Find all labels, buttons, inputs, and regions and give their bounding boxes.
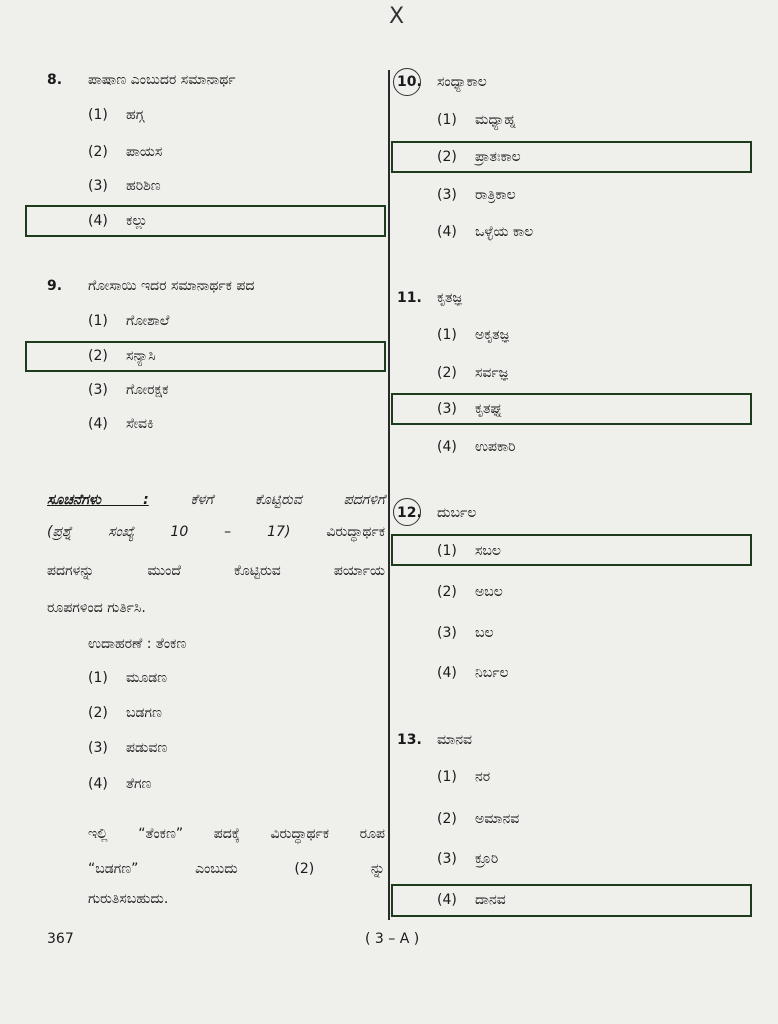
page-number: ( 3 – A ) (365, 931, 420, 947)
q9-option-1: (1) ಗೋಶಾಲೆ (88, 313, 170, 329)
question-9-text: ಗೋಸಾಯಿ ಇದರ ಸಮಾನಾರ್ಥಕ ಪದ (88, 278, 255, 294)
q10-option-4: (4) ಒಳ್ಳೆಯ ಕಾಲ (437, 224, 534, 240)
question-10-text: ಸಂಧ್ಯಾಕಾಲ (437, 74, 487, 90)
question-11-number: 11. (397, 290, 422, 306)
example-label: ಉದಾಹರಣೆ : ತೆಂಕಣ (88, 636, 187, 652)
column-divider (388, 70, 390, 920)
q9-option-4: (4) ಸೇವಕಿ (88, 416, 154, 432)
question-12-number: 12. (397, 505, 422, 521)
q13-option-1: (1) ನರ (437, 769, 491, 785)
example-note-line-3: ಗುರುತಿಸಬಹುದು. (88, 891, 169, 907)
q11-option-1: (1) ಅಕೃತಜ್ಞ (437, 327, 509, 343)
q11-option-4: (4) ಉಪಕಾರಿ (437, 439, 516, 455)
q10-option-3: (3) ರಾತ್ರಿಕಾಲ (437, 187, 516, 203)
q11-option-3: (3) ಕೃತಘ್ನ (437, 401, 503, 417)
q8-answer-box (25, 205, 386, 237)
q8-option-1: (1) ಹಗ್ಗ (88, 107, 145, 123)
instructions-line-2: (ಪ್ರಶ್ನೆ ಸಂಖ್ಯೆ 10 – 17) ವಿರುದ್ಧಾರ್ಥಕ (47, 524, 386, 540)
question-11-text: ಕೃತಜ್ಞ (437, 290, 462, 306)
page-code: 367 (47, 931, 74, 947)
instructions-line-3: ಪದಗಳನ್ನು ಮುಂದೆ ಕೊಟ್ಟಿರುವ ಪರ್ಯಾಯ (47, 563, 385, 579)
q9-answer-box (25, 341, 386, 372)
q11-option-2: (2) ಸರ್ವಜ್ಞ (437, 365, 508, 381)
example-note-line-1: ಇಲ್ಲಿ “ತೆಂಕಣ” ಪದಕ್ಕೆ ವಿರುದ್ಧಾರ್ಥಕ ರೂಪ (88, 826, 385, 842)
q13-option-4: (4) ದಾನವ (437, 892, 506, 908)
top-cross-mark: X (389, 4, 405, 29)
q13-option-2: (2) ಅಮಾನವ (437, 811, 520, 827)
instructions-line-1: ಸೂಚನೆಗಳು : ಕೆಳಗೆ ಕೊಟ್ಟಿರುವ ಪದಗಳಿಗೆ (47, 492, 386, 508)
instructions-line-4: ರೂಪಗಳಿಂದ ಗುರ್ತಿಸಿ. (47, 600, 146, 616)
example-note-line-2: “ಬಡಗಣ” ಎಂಬುದು (2) ನ್ನು (88, 861, 385, 877)
question-9-number: 9. (47, 278, 63, 294)
q10-option-2: (2) ಪ್ರಾತಃಕಾಲ (437, 149, 521, 165)
question-8-text: ಪಾಷಾಣ ಎಂಬುದರ ಸಮಾನಾರ್ಥ (88, 72, 236, 88)
question-13-text: ಮಾನವ (437, 732, 473, 748)
question-12-text: ದುರ್ಬಲ (437, 505, 477, 521)
example-option-2: (2) ಬಡಗಣ (88, 705, 162, 721)
q9-option-2: (2) ಸನ್ಯಾಸಿ (88, 348, 156, 364)
q13-option-3: (3) ಕ್ರೂರಿ (437, 851, 499, 867)
q9-option-3: (3) ಗೋರಕ್ಷಕ (88, 382, 169, 398)
example-option-4: (4) ತೆಗಣ (88, 776, 152, 792)
question-8-number: 8. (47, 72, 63, 88)
q12-option-4: (4) ನಿರ್ಬಲ (437, 665, 509, 681)
question-10-number: 10. (397, 74, 422, 90)
example-option-3: (3) ಪಡುವಣ (88, 740, 168, 756)
q12-option-2: (2) ಅಬಲ (437, 584, 503, 600)
q12-option-1: (1) ಸಬಲ (437, 543, 501, 559)
example-option-1: (1) ಮೂಡಣ (88, 670, 168, 686)
question-13-number: 13. (397, 732, 422, 748)
q8-option-3: (3) ಹರಿಶಿಣ (88, 178, 161, 194)
q8-option-4: (4) ಕಲ್ಲು (88, 213, 148, 229)
q8-option-2: (2) ಪಾಯಸ (88, 144, 163, 160)
q12-option-3: (3) ಬಲ (437, 625, 494, 641)
q10-option-1: (1) ಮಧ್ಯಾಹ್ನ (437, 112, 516, 128)
